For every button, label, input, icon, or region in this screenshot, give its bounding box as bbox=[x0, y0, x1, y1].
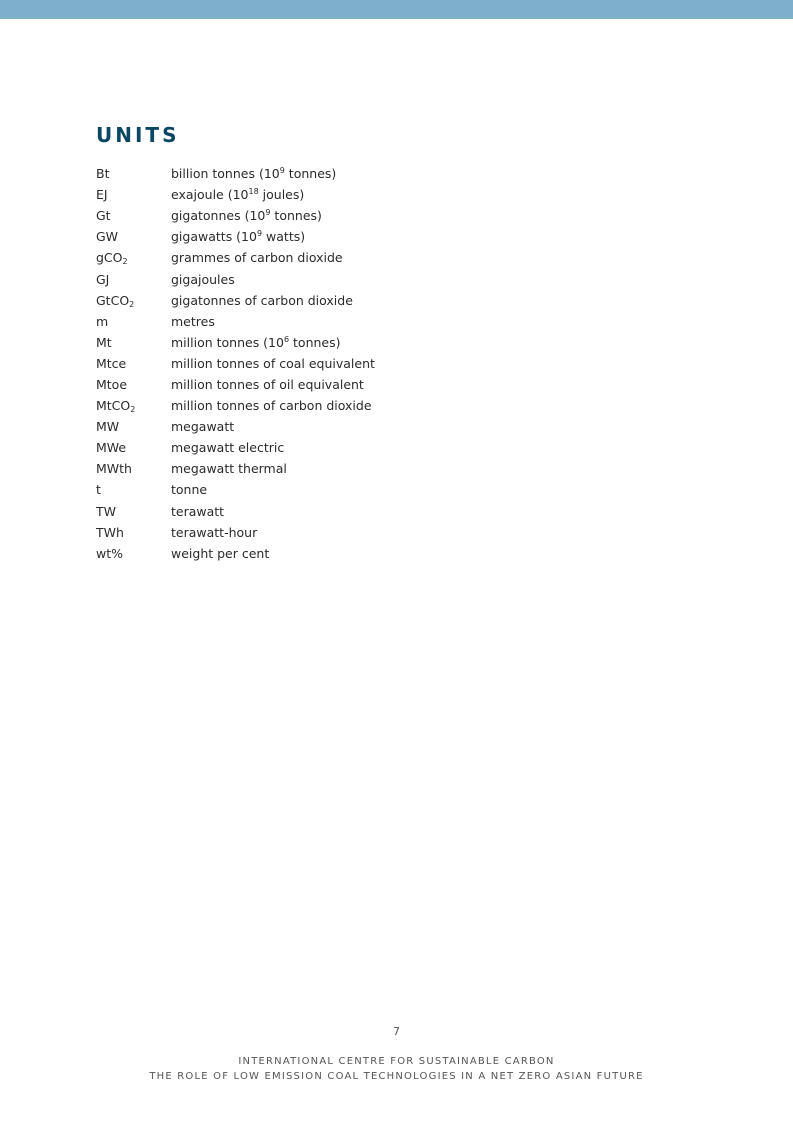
page-number: 7 bbox=[393, 1025, 400, 1038]
unit-row bbox=[96, 311, 496, 332]
unit-row bbox=[96, 268, 496, 289]
unit-abbreviation: GtCO$_2$ bbox=[96, 292, 135, 309]
unit-row bbox=[96, 226, 496, 247]
unit-definition: million tonnes of coal equivalent bbox=[171, 355, 375, 371]
unit-row bbox=[96, 184, 496, 205]
unit-definition: megawatt bbox=[171, 419, 235, 435]
unit-definition: gigatonnes ($10^9$ tonnes) bbox=[171, 208, 322, 224]
unit-row bbox=[96, 395, 496, 416]
unit-row bbox=[96, 479, 496, 500]
footer bbox=[0, 1054, 793, 1084]
unit-definition: tonne bbox=[171, 482, 208, 498]
footer-organization: INTERNATIONAL CENTRE FOR SUSTAINABLE CARBON bbox=[238, 1056, 555, 1067]
unit-definition: million tonnes of carbon dioxide bbox=[171, 398, 372, 414]
unit-abbreviation: Gt bbox=[96, 208, 111, 224]
header-band bbox=[0, 0, 793, 19]
unit-row bbox=[96, 543, 496, 564]
unit-definition: terawatt-hour bbox=[171, 524, 258, 540]
unit-abbreviation: MWe bbox=[96, 440, 127, 456]
unit-definition: grammes of carbon dioxide bbox=[171, 250, 343, 266]
unit-abbreviation: MW bbox=[96, 419, 120, 435]
unit-row bbox=[96, 522, 496, 543]
unit-definition: million tonnes ($10^6$ tonnes) bbox=[171, 334, 341, 350]
unit-abbreviation: TW bbox=[96, 503, 116, 519]
unit-abbreviation: EJ bbox=[96, 187, 108, 203]
unit-row bbox=[96, 437, 496, 458]
unit-row bbox=[96, 247, 496, 268]
unit-row bbox=[96, 290, 496, 311]
unit-abbreviation: Mtoe bbox=[96, 376, 128, 392]
unit-definition: billion tonnes ($10^9$ tonnes) bbox=[171, 166, 337, 182]
unit-abbreviation: MtCO$_2$ bbox=[96, 398, 136, 415]
unit-definition: megawatt electric bbox=[171, 440, 285, 456]
unit-abbreviation: Mt bbox=[96, 334, 112, 350]
unit-row bbox=[96, 416, 496, 437]
unit-abbreviation: m bbox=[96, 313, 109, 329]
units-list bbox=[96, 163, 496, 564]
unit-definition: weight per cent bbox=[171, 545, 270, 561]
unit-abbreviation: GJ bbox=[96, 271, 110, 287]
unit-row bbox=[96, 353, 496, 374]
unit-definition: megawatt thermal bbox=[171, 461, 287, 477]
unit-definition: gigawatts ($10^9$ watts) bbox=[171, 229, 306, 245]
footer-report-title: THE ROLE OF LOW EMISSION COAL TECHNOLOGIES IN A NET ZERO ASIAN FUTURE bbox=[149, 1071, 644, 1082]
unit-row bbox=[96, 332, 496, 353]
unit-abbreviation: TWh bbox=[96, 524, 124, 540]
unit-row bbox=[96, 374, 496, 395]
unit-abbreviation: gCO$_2$ bbox=[96, 250, 128, 267]
unit-abbreviation: wt% bbox=[96, 545, 124, 561]
unit-definition: million tonnes of oil equivalent bbox=[171, 376, 364, 392]
unit-row bbox=[96, 205, 496, 226]
unit-row bbox=[96, 163, 496, 184]
unit-row bbox=[96, 501, 496, 522]
unit-abbreviation: GW bbox=[96, 229, 119, 245]
unit-abbreviation: t bbox=[96, 482, 101, 498]
unit-row bbox=[96, 458, 496, 479]
unit-definition: metres bbox=[171, 313, 215, 329]
unit-abbreviation: MWth bbox=[96, 461, 132, 477]
unit-definition: terawatt bbox=[171, 503, 225, 519]
unit-abbreviation: Mtce bbox=[96, 355, 127, 371]
unit-definition: gigatonnes of carbon dioxide bbox=[171, 292, 353, 308]
section-title: UNITS bbox=[96, 123, 180, 147]
unit-definition: gigajoules bbox=[171, 271, 235, 287]
unit-definition: exajoule ($10^{18}$ joules) bbox=[171, 187, 305, 203]
unit-abbreviation: Bt bbox=[96, 166, 110, 182]
